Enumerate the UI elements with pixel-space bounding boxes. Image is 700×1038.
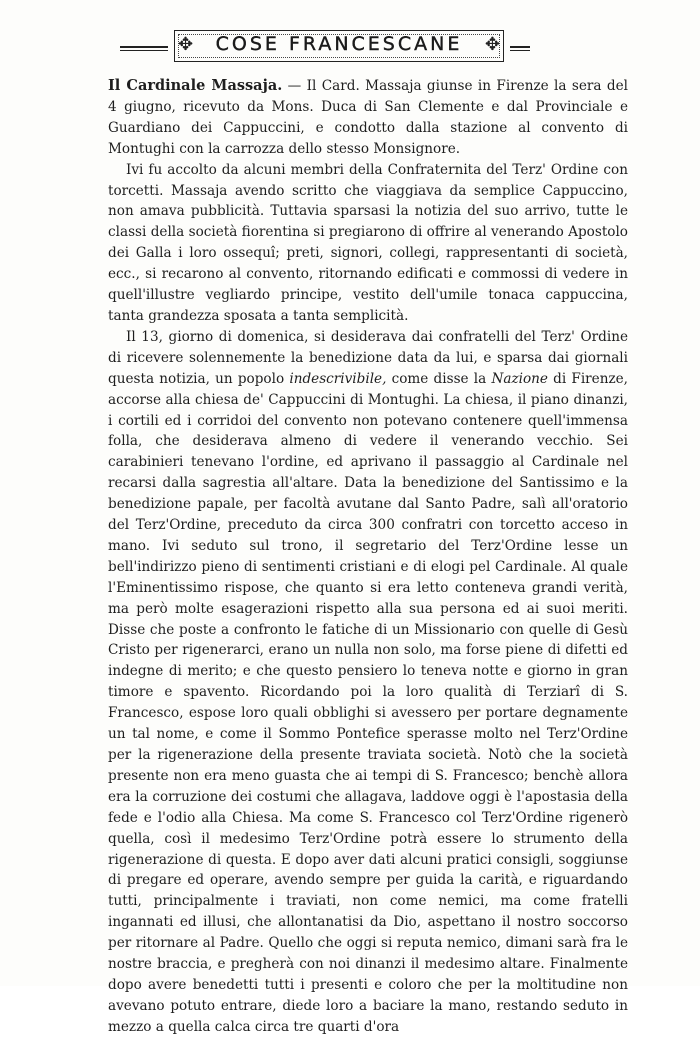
paragraph-3-part-b: come disse la bbox=[386, 370, 492, 387]
ornament-left-icon: ✥ bbox=[178, 34, 194, 55]
section-header bbox=[120, 28, 530, 66]
article-paragraph-3 bbox=[108, 327, 628, 1038]
italic-indescrivibile: indescrivibile, bbox=[289, 370, 387, 387]
ornament-right-icon: ✥ bbox=[484, 34, 500, 55]
header-rule-right bbox=[510, 46, 530, 51]
italic-nazione: Nazione bbox=[491, 370, 548, 387]
paragraph-1-text: — Il Card. Massaja giunse in Firenze la sera del 4 giugno, ricevuto da Mons. Duca di San Clemente e dal Provinciale e Guardiano dei Cappuccini, e condotto dalla stazione al convento di Montughi con la carrozza dello stesso Monsignore. bbox=[108, 78, 628, 157]
article-body bbox=[108, 76, 628, 1038]
article-paragraph-1 bbox=[108, 76, 628, 160]
paragraph-3-part-a: Il 13, giorno di domenica, si desiderava dai confratelli del Terz' Ordine di ricevere solennemente la benedizione data da lui, e sparsa dai giornali questa notizia, un popolo bbox=[108, 328, 628, 387]
paragraph-3-part-c: di Firenze, accorse alla chiesa de' Cappuccini di Montughi. La chiesa, il piano dinanzi, i cortili ed i corridoi del convento non potevano contenere quell'immensa folla, che desiderava almeno di vedere il venerando vecchio. Sei carabinieri tenevano l'ordine, ed aprivano il passaggio al Cardinale nel recarsi dalla sagrestia all'altare. Data la benedizione del Santissimo e la benedizione papale, per facoltà avutane dal Santo Padre, salì all'oratorio del Terz'Ordine, preceduto da circa 300 confratri con torcetto acceso in mano. Ivi seduto sul trono, il segretario del Terz'Ordine lesse un bell'indirizzo pieno di sentimenti cristiani e di elogi pel Cardinale. Al quale l'Eminentissimo rispose, che quanto si era letto conteneva grandi verità, ma però molte esagerazioni rispetto alla sua persona ed ai suoi meriti. Disse che poste a confronto le fatiche di un Missionario con quelle di Gesù Cristo per rigenerarci, erano un nulla non solo, ma forse piene di difetti ed indegne di merito; e che questo pensiero lo teneva notte e giorno in gran timore e spavento. Ricordando poi la loro qualità di Terziarî di S. Francesco, espose loro quali obblighi si avessero per portare degnamente un tal nome, e come il Sommo Pontefice sperasse molto nel Terz'Ordine per la rigenerazione della presente traviata società. Notò che la società presente non era meno guasta che ai tempi di S. Francesco; benchè allora era la corruzione dei costumi che allagava, laddove oggi è l'apostasia della fede e l'odio alla Chiesa. Ma come S. Francesco col Terz'Ordine rigenerò quella, così il medesimo Terz'Ordine potrà essere lo strumento della rigenerazione di questa. E dopo aver dati alcuni pratici consigli, soggiunse di pregare ed operare, avendo sempre per guida la carità, e riguardando tutti, principalmente i traviati, non come nemici, ma come fratelli ingannati ed illusi, che allontanatisi da Dio, aspettano il nostro soccorso per ritornare al Padre. Quello che oggi si reputa nemico, dimani sarà fra le nostre braccia, e pregherà con noi dinanzi il medesimo altare. Finalmente dopo avere benedetti tutti i presenti e coloro che per la moltitudine non avevano potuto entrare, diede loro a baciare la mano, restando seduto in mezzo a quella calca circa tre quarti d'ora bbox=[108, 370, 629, 1035]
article-paragraph-2: Ivi fu accolto da alcuni membri della Confraternita del Terz' Ordine con torcetti. Massaja avendo scritto che viaggiava da semplice Cappuccino, non amava pubblicità. Tuttavia sparsasi la notizia del suo arrivo, tutte le classi della società fiorentina si pregiarono di offrire al venerando Apostolo dei Galla i loro ossequî; preti, signori, collegi, rappresentanti di società, ecc., si recarono al convento, ritornando edificati e commossi di vedere in quell'illustre vegliardo principe, vestito dell'umile tonaca cappuccina, tanta grandezza sposata a tanta semplicità. bbox=[108, 161, 628, 324]
header-rule-left bbox=[120, 46, 168, 51]
section-title: COSE FRANCESCANE bbox=[215, 33, 463, 55]
article-lead: Il Cardinale Massaja. bbox=[108, 77, 283, 94]
